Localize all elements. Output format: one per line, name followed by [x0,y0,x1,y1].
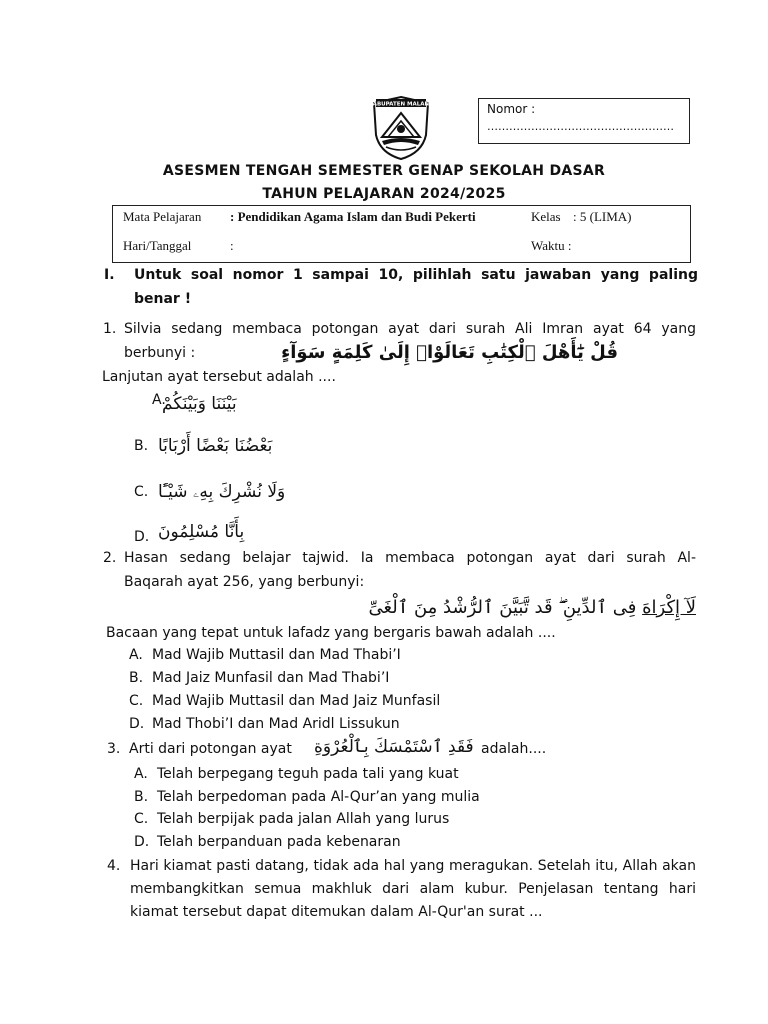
q2-followup: Bacaan yang tepat untuk lafadz yang bergaris bawah adalah .... [106,625,556,641]
q2-number: 2. [103,550,117,566]
q2-option-d: D. Mad Thobi’I dan Mad Aridl Lissukun [129,716,400,732]
exam-title: ASESMEN TENGAH SEMESTER GENAP SEKOLAH DASAR [162,163,606,179]
q4-number: 4. [107,858,121,874]
q1-text-line2: berbunyi : [124,345,196,361]
q3-option-c: C. Telah berpijak pada jalan Allah yang lurus [134,811,450,827]
q3-option-b: B. Telah berpedoman pada Al-Qur’an yang mulia [134,789,480,805]
section-text: Untuk soal nomor 1 sampai 10, pilihlah satu jawaban yang paling benar ! [134,267,698,307]
q1-number: 1. [103,321,117,337]
nomor-label: Nomor : [487,102,536,116]
q3-text-b: adalah.... [481,741,547,757]
q1-text-line1: Silvia sedang membaca potongan ayat dari surah Ali Imran ayat 64 yang [124,321,696,337]
q2-arabic-underlined: لَآ إِكْرَاهَ [642,597,696,618]
q1-arabic-verse: قُلْ يَٰٓأَهْلَ ٱلْكِتَٰبِ تَعَالَوْا۟ إِلَىٰ كَلِمَةٍ سَوَآءٍ [281,342,618,363]
q3-number: 3. [107,741,121,757]
q2-option-a: A. Mad Wajib Muttasil dan Mad Thabi’I [129,647,401,663]
q2-arabic-verse [369,596,696,619]
logo-text: KABUPATEN MALANG [370,101,432,108]
exam-info-box [112,205,691,263]
q1-option-a-arabic: بَيْنَنَا وَبَيْنَكُمْ [162,394,237,414]
q1-option-d-label: D. [134,529,150,545]
academic-year-title: TAHUN PELAJARAN 2024/2025 [262,186,506,202]
mapel-label: Mata Pelajaran [123,209,202,224]
q3-option-d: D. Telah berpanduan pada kebenaran [134,834,401,850]
q1-option-b-label: B. [134,438,149,454]
q1-option-b-arabic: بَعْضُنَا بَعْضًا أَرْبَابًا [158,436,273,456]
q1-followup: Lanjutan ayat tersebut adalah .... [102,369,336,385]
regency-logo [370,95,432,161]
nomor-box [478,98,690,144]
nomor-line: …………………………………………… [487,120,674,133]
hari-label: Hari/Tanggal [123,238,192,253]
q3-text-a: Arti dari potongan ayat [129,741,292,757]
section-number: I. [104,267,115,283]
q2-option-b: B. Mad Jaiz Munfasil dan Mad Thabi’I [129,670,390,686]
q1-option-c-arabic: وَلَا نُشْرِكَ بِهِۦ شَيْـًٔا [158,482,286,502]
q1-option-c-label: C. [134,484,149,500]
kelas-value: : 5 (LIMA) [573,209,632,224]
q2-arabic-rest: فِى ٱلدِّينِ ۖ قَد تَّبَيَّنَ ٱلرُّشْدُ مِنَ ٱلْغَىِّ [368,597,643,618]
hari-value: : [230,238,234,253]
waktu-label: Waktu : [531,238,572,253]
mapel-value: : Pendidikan Agama Islam dan Budi Pekerti [230,209,476,224]
q3-option-a: A. Telah berpegang teguh pada tali yang kuat [134,766,459,782]
q4-text: Hari kiamat pasti datang, tidak ada hal yang meragukan. Setelah itu, Allah akan membangkitkan semua makhluk dari alam kubur. Penjelasan tentang hari kiamat tersebut dapat ditemukan dalam Al-Qur'an surat ... [130,858,696,920]
q2-text-line2: Baqarah ayat 256, yang berbunyi: [124,574,365,590]
kelas-label: Kelas [531,209,561,224]
q1-option-d-arabic: بِأَنَّا مُسْلِمُونَ [158,522,245,542]
q1-option-a-label: A. [152,392,166,408]
q3-arabic: فَقَدِ ٱسْتَمْسَكَ بِٱلْعُرْوَةِ [314,737,474,757]
q2-text-line1: Hasan sedang belajar tajwid. Ia membaca potongan ayat dari surah Al- [124,550,696,566]
q2-option-c: C. Mad Wajib Muttasil dan Mad Jaiz Munfasil [129,693,441,709]
